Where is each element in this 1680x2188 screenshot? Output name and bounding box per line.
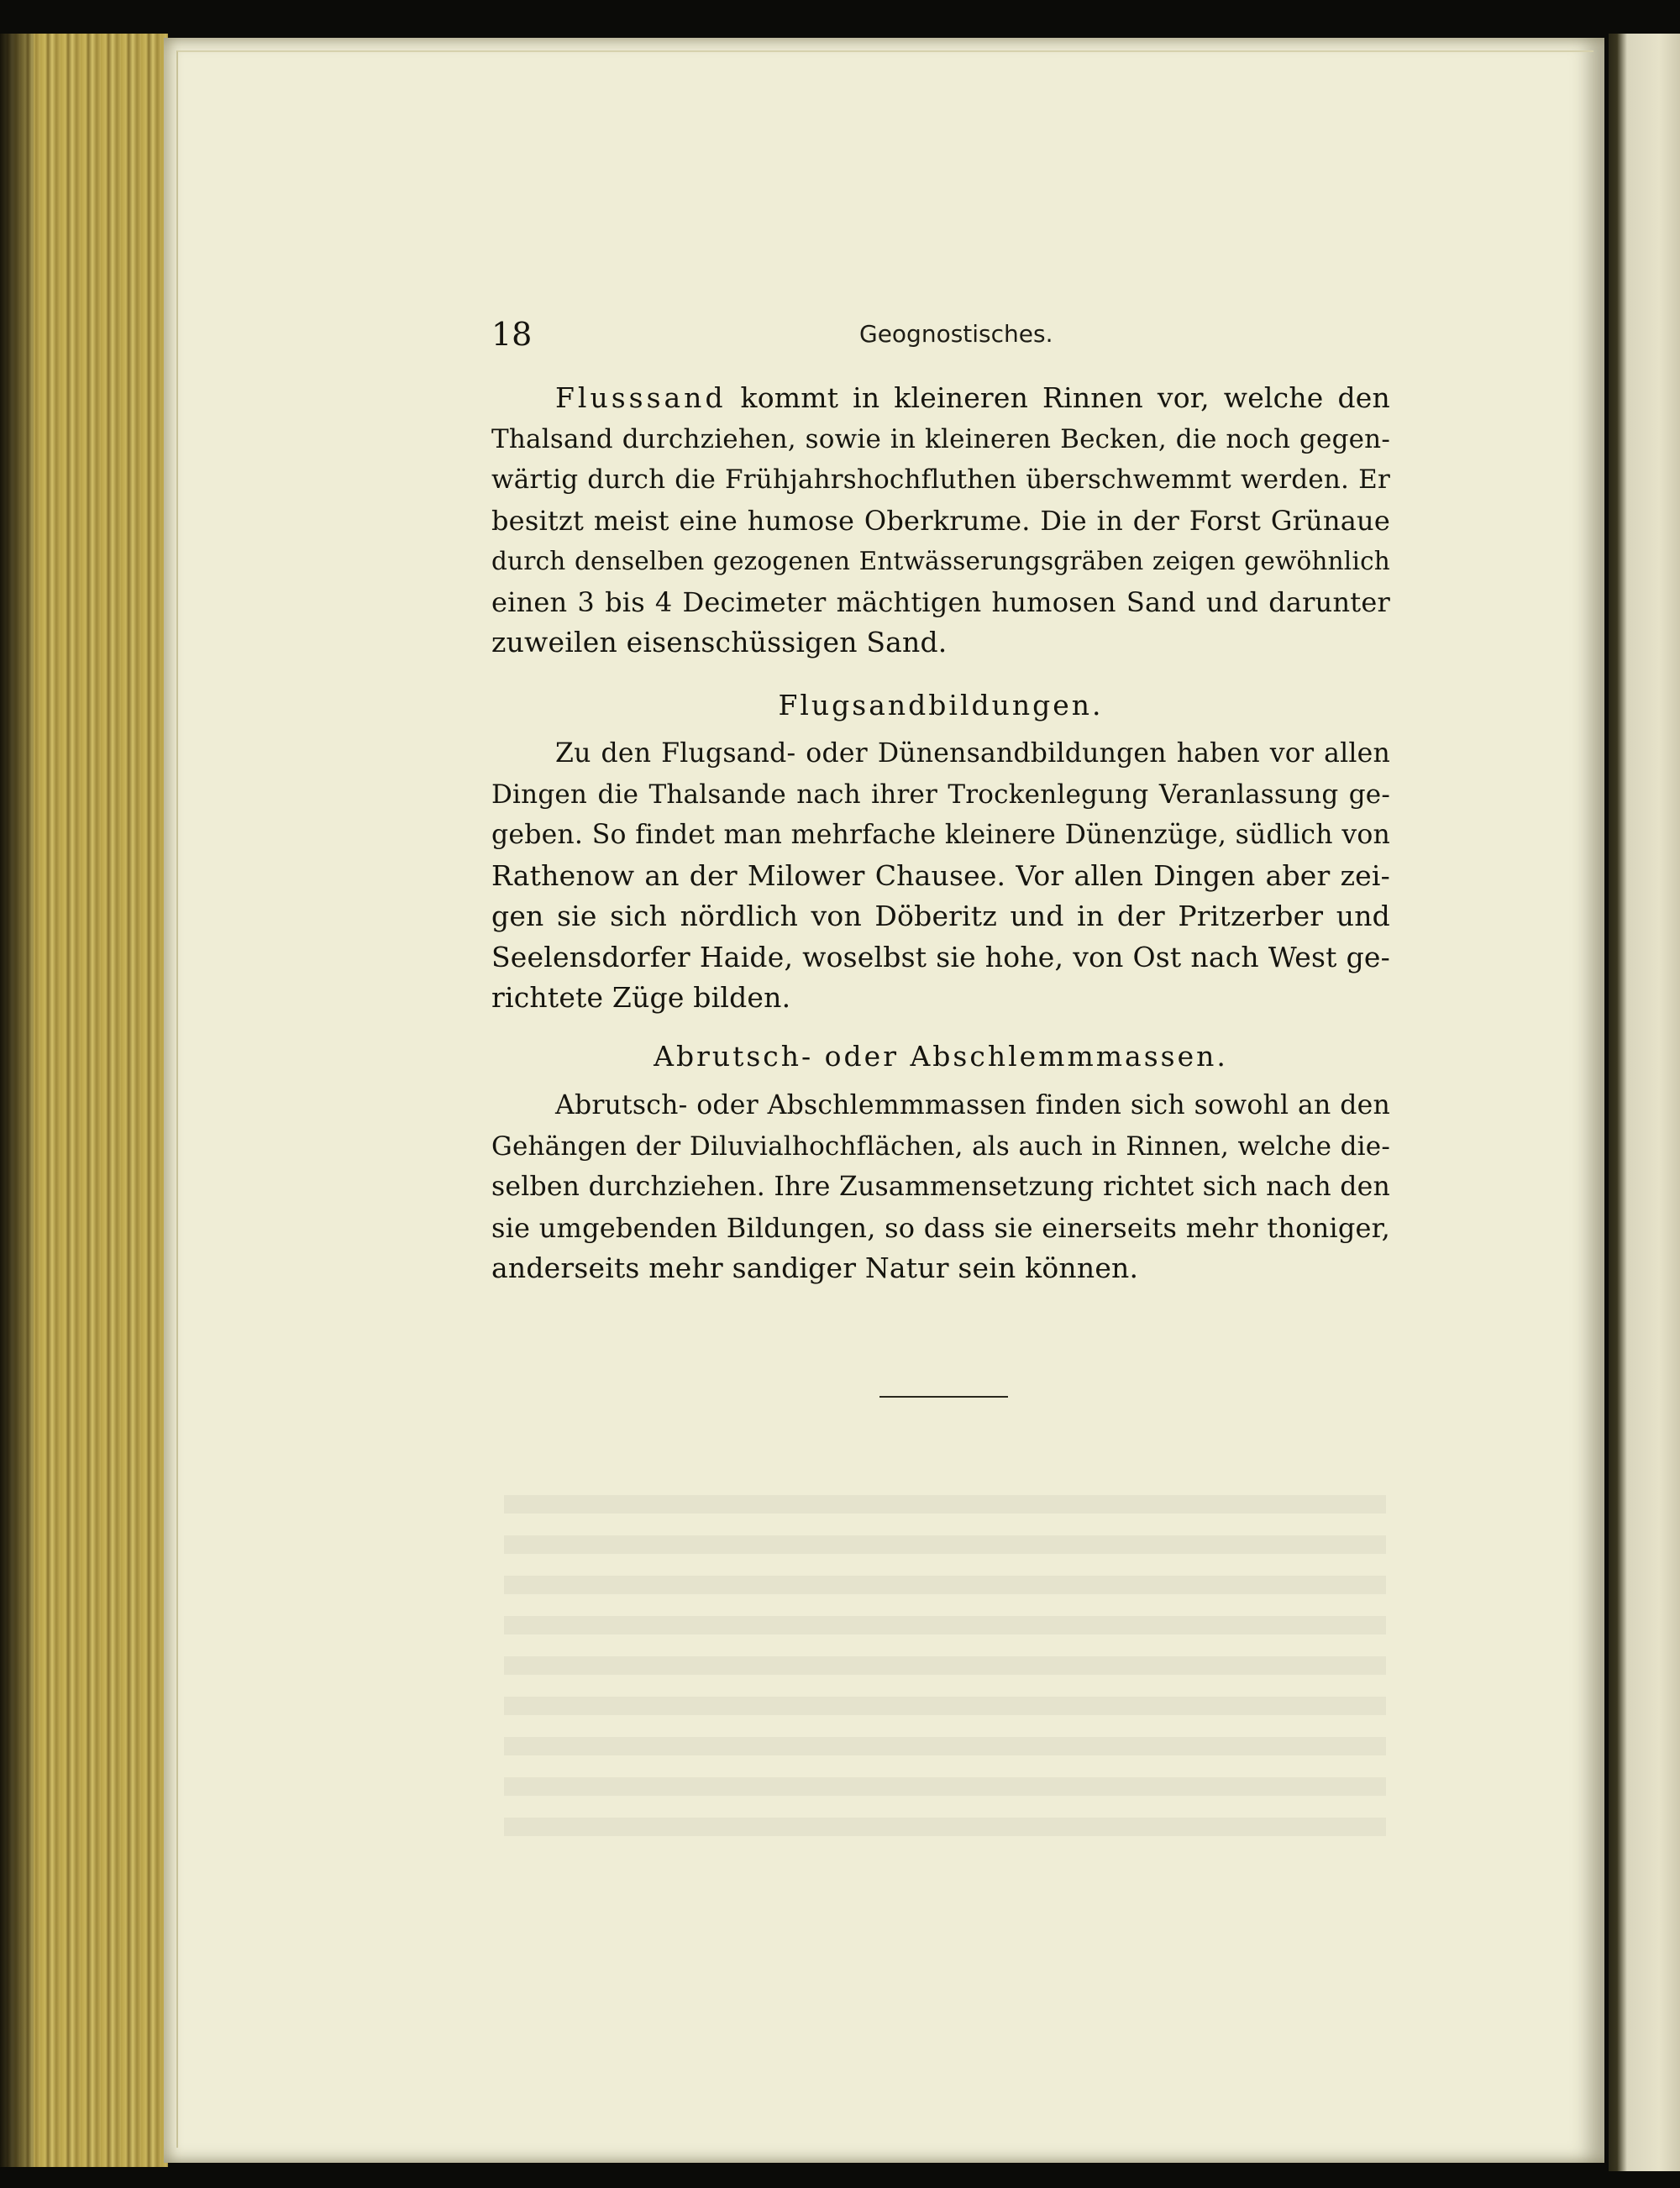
paragraph-line: Thalsand durchziehen, sowie in kleineren Becken, die noch gegen-	[491, 423, 1390, 454]
paragraph-line: gen sie sich nördlich von Döberitz und in der Pritzerber und	[491, 900, 1390, 932]
page-number: 18	[491, 316, 533, 353]
show-through-texture	[504, 1495, 1386, 1848]
running-header: Geognostisches.	[859, 320, 1053, 348]
paragraph-abrutsch	[491, 1085, 1390, 1289]
paragraph-line	[491, 378, 1390, 419]
line-text: kommt in kleineren Rinnen vor, welche den	[726, 381, 1390, 414]
paragraph-flugsand	[491, 733, 1390, 1019]
paragraph-line: anderseits mehr sandiger Natur sein können.	[491, 1251, 1139, 1284]
paragraph-line: zuweilen eisenschüssigen Sand.	[491, 626, 948, 658]
paragraph-line: wärtig durch die Frühjahrshochfluthen überschwemmt werden. Er	[491, 464, 1390, 495]
paragraph-line: Rathenow an der Milower Chausee. Vor allen Dingen aber zei-	[491, 858, 1390, 892]
paragraph-line: einen 3 bis 4 Decimeter mächtigen humosen Sand und darunter	[491, 585, 1390, 618]
paragraph-line: Seelensdorfer Haide, woselbst sie hohe, von Ost nach West ge-	[491, 940, 1390, 973]
paragraph-line: Gehängen der Diluvialhochflächen, als auch in Rinnen, welche die-	[491, 1131, 1390, 1162]
facing-page-edge	[1609, 34, 1680, 2171]
paragraph-line: selben durchziehen. Ihre Zusammensetzung richtet sich nach den	[491, 1172, 1390, 1202]
end-rule	[879, 1396, 1008, 1398]
paragraph-line: Dingen die Thalsande nach ihrer Trockenlegung Veranlassung ge-	[491, 779, 1390, 810]
section-heading-flugsand: Flugsandbildungen.	[778, 689, 1104, 721]
paragraph-flusssand	[491, 378, 1390, 664]
paragraph-line: durch denselben gezogenen Entwässerungsgräben zeigen gewöhnlich	[491, 547, 1390, 575]
lead-term: Flusssand	[555, 381, 727, 414]
paragraph-line: besitzt meist eine humose Oberkrume. Die in der Forst Grünaue	[491, 504, 1390, 537]
paragraph-line: richtete Züge bilden.	[491, 981, 791, 1014]
paragraph-line: Zu den Flugsand- oder Dünensandbildungen haben vor allen	[555, 738, 1390, 769]
section-heading-abrutsch: Abrutsch- oder Abschlemmmassen.	[654, 1040, 1228, 1073]
paragraph-line: sie umgebenden Bildungen, so dass sie einerseits mehr thoniger,	[491, 1211, 1390, 1244]
paragraph-line: Abrutsch- oder Abschlemmmassen finden sich sowohl an den	[555, 1090, 1390, 1120]
edge-shadow	[0, 34, 34, 2167]
paragraph-line: geben. So findet man mehrfache kleinere Dünenzüge, südlich von	[491, 820, 1390, 850]
